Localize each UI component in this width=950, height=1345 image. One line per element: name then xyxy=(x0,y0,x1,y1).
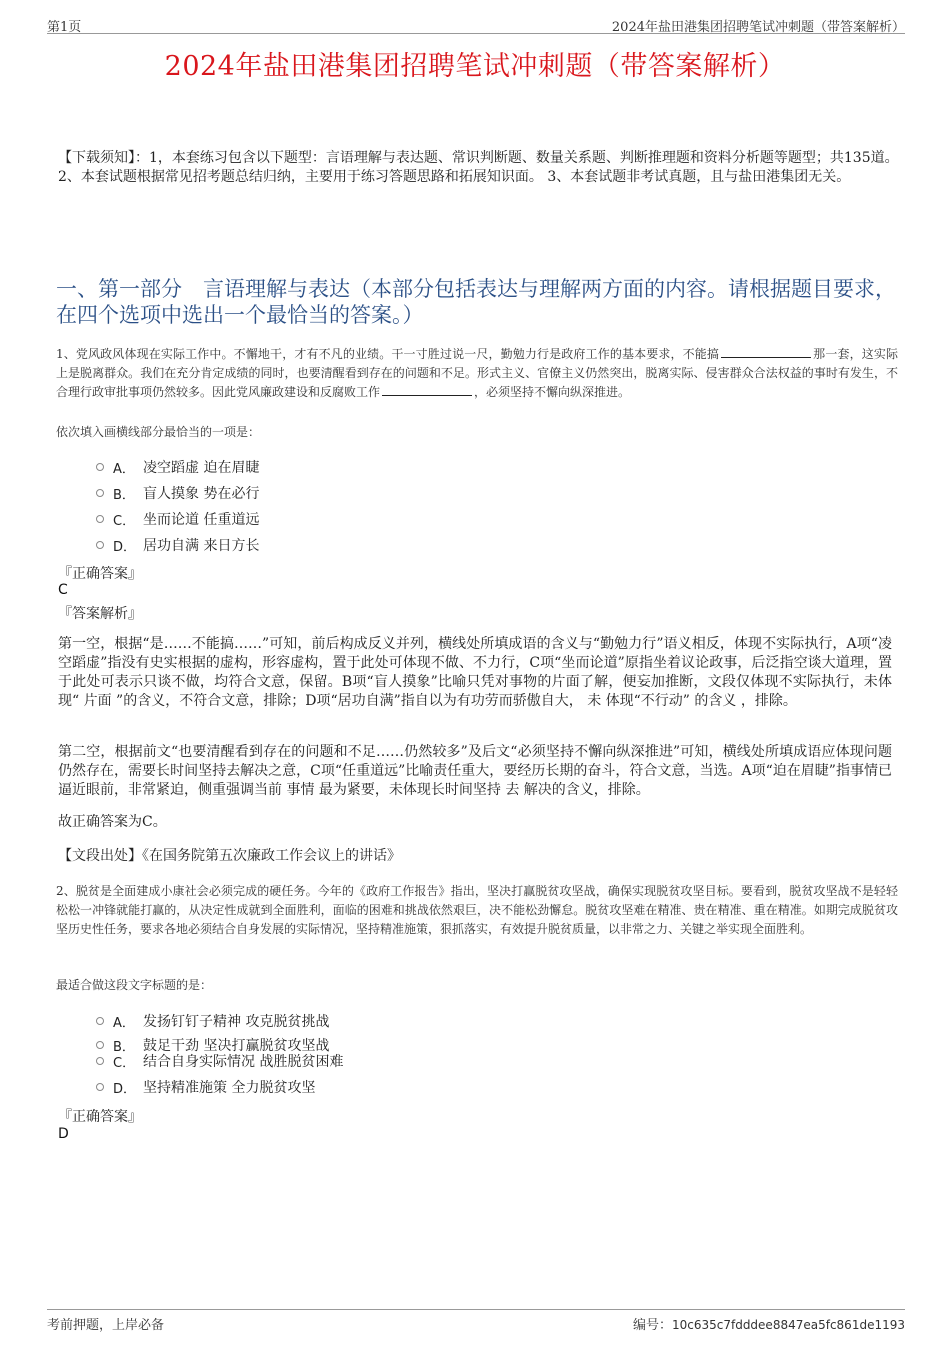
option-c[interactable] xyxy=(96,1051,343,1071)
radio-icon[interactable] xyxy=(96,1017,104,1025)
section-heading: 一、第一部分 言语理解与表达（本部分包括表达与理解两方面的内容。请根据题目要求，在四个选项中选出一个最恰当的答案。） xyxy=(56,277,896,327)
radio-icon[interactable] xyxy=(96,1057,104,1065)
question-2-text: 2、脱贫是全面建成小康社会必须完成的硬任务。今年的《政府工作报告》指出，坚决打赢脱贫攻坚战，确保实现脱贫攻坚目标。要看到，脱贫攻坚战不是轻轻松松一冲锋就能打赢的，从决定性成就到全面胜利，面临的困难和挑战依然艰巨，决不能松劲懈怠。脱贫攻坚难在精准、贵在精准、重在精准。如期完成脱贫攻坚历史性任务，要求各地必须结合自身发展的实际情况，坚持精准施策，狠抓落实，有效提升脱贫质量，以非常之力、关键之举实现全面胜利。 xyxy=(56,884,898,936)
question-2-prompt: 最适合做这段文字标题的是： xyxy=(56,978,213,992)
question-1-text xyxy=(56,345,898,402)
radio-icon[interactable] xyxy=(96,515,104,523)
question-1-prompt: 依次填入画横线部分最恰当的一项是： xyxy=(56,425,261,439)
passage-source: 【文段出处】《在国务院第五次廉政工作会议上的讲话》 xyxy=(58,848,401,864)
option-text: 发扬钉钉子精神 攻克脱贫挑战 xyxy=(143,1014,330,1030)
header-divider xyxy=(47,33,905,34)
option-letter: B． xyxy=(113,1039,135,1055)
page-number: 第1页 xyxy=(47,20,82,35)
footer-slogan: 考前押题，上岸必备 xyxy=(47,1318,165,1333)
question-1-text-a: 1、党风政风体现在实际工作中。不懈地干，才有不凡的业绩。干一寸胜过说一尺，勤勉力行是政府工作的基本要求，不能搞 xyxy=(56,347,720,361)
option-d[interactable] xyxy=(96,535,259,555)
question-1-text-c: ，必须坚持不懈向纵深推进。 xyxy=(474,385,631,399)
option-text: 盲人摸象 势在必行 xyxy=(143,486,260,502)
option-letter: D． xyxy=(113,1081,137,1097)
analysis-paragraph-1: 第一空，根据“是……不能搞……”可知，前后构成反义并列，横线处所填成语的含义与“勤勉力行”语义相反，体现不实际执行，A项“凌空蹈虚”指没有史实根据的虚构，形容虚构，置于此处可体现不做、不力行，C项“坐而论道”原指坐着议论政事，后泛指空谈大道理，置于此处可表示只谈不做，均符合文意，保留。B项“盲人摸象”比喻只凭对事物的片面了解，便妄加推断，文段仅体现不实际执行，未体现“ 片面 ”的含义，不符合文意，排除；D项“居功自满”指自以为有功劳而骄傲自大， 未 体现“不行动” 的含义 ，排除。 xyxy=(58,636,892,709)
correct-answer: D xyxy=(58,1126,69,1142)
question-1-text-b: 那一套，这实际上是脱离群众。我们在充分肯定成绩的同时，也要清醒看到存在的问题和不足。形式主义、官僚主义仍然突出，脱离实际、侵害群众合法权益的事时有发生，不合理行政审批事项仍然较多。因此党风廉政建设和反腐败工作 xyxy=(56,347,898,399)
option-letter: A． xyxy=(113,1015,135,1031)
option-b[interactable] xyxy=(96,483,259,503)
option-letter: C． xyxy=(113,1055,136,1071)
option-letter: A． xyxy=(113,461,135,477)
option-text: 凌空蹈虚 迫在眉睫 xyxy=(143,460,260,476)
option-a[interactable] xyxy=(96,457,259,477)
radio-icon[interactable] xyxy=(96,541,104,549)
radio-icon[interactable] xyxy=(96,463,104,471)
answer-label: 『正确答案』 xyxy=(58,566,142,582)
radio-icon[interactable] xyxy=(96,1083,104,1091)
footer-divider xyxy=(47,1309,905,1310)
correct-answer: C xyxy=(58,582,68,598)
footer-serial xyxy=(633,1314,905,1333)
document-title: 2024年盐田港集团招聘笔试冲刺题（带答案解析） xyxy=(164,51,786,82)
option-text: 坚持精准施策 全力脱贫攻坚 xyxy=(143,1080,316,1096)
option-a[interactable] xyxy=(96,1011,329,1031)
option-text: 鼓足干劲 坚决打赢脱贫攻坚战 xyxy=(143,1038,330,1054)
fill-blank-1 xyxy=(721,345,811,358)
option-letter: C． xyxy=(113,513,136,529)
option-d[interactable] xyxy=(96,1077,315,1097)
download-notice: 【下载须知】：1，本套练习包含以下题型：言语理解与表达题、常识判断题、数量关系题、判断推理题和资料分析题等题型；共135道。 2、本套试题根据常见招考题总结归纳，主要用于练习答题思路和拓展知识面。 3、本套试题非考试真题，且与盐田港集团无关。 xyxy=(58,150,899,185)
analysis-conclusion: 故正确答案为C。 xyxy=(58,814,167,830)
serial-code: 10c635c7fdddee8847ea5fc861de1193 xyxy=(671,1318,905,1332)
answer-label: 『正确答案』 xyxy=(58,1109,142,1125)
analysis-label: 『答案解析』 xyxy=(58,606,142,622)
header-doc-title: 2024年盐田港集团招聘笔试冲刺题（带答案解析） xyxy=(611,20,905,35)
option-letter: B． xyxy=(113,487,135,503)
option-text: 坐而论道 任重道远 xyxy=(143,512,260,528)
option-text: 结合自身实际情况 战胜脱贫困难 xyxy=(143,1054,344,1070)
option-text: 居功自满 来日方长 xyxy=(143,538,260,554)
serial-label: 编号： xyxy=(632,1318,672,1333)
fill-blank-2 xyxy=(382,383,472,396)
option-letter: D． xyxy=(113,539,137,555)
radio-icon[interactable] xyxy=(96,1041,104,1049)
radio-icon[interactable] xyxy=(96,489,104,497)
analysis-paragraph-2: 第二空，根据前文“也要清醒看到存在的问题和不足……仍然较多”及后文“必须坚持不懈向纵深推进”可知，横线处所填成语应体现问题仍然存在，需要长时间坚持去解决之意，C项“任重道远”比喻责任重大，要经历长期的奋斗，符合文意，当选。A项“迫在眉睫”指事情已逼近眼前，非常紧迫，侧重强调当前 事情 最为紧要，未体现长时间坚持 去 解决的含义，排除。 xyxy=(58,744,892,798)
option-c[interactable] xyxy=(96,509,259,529)
